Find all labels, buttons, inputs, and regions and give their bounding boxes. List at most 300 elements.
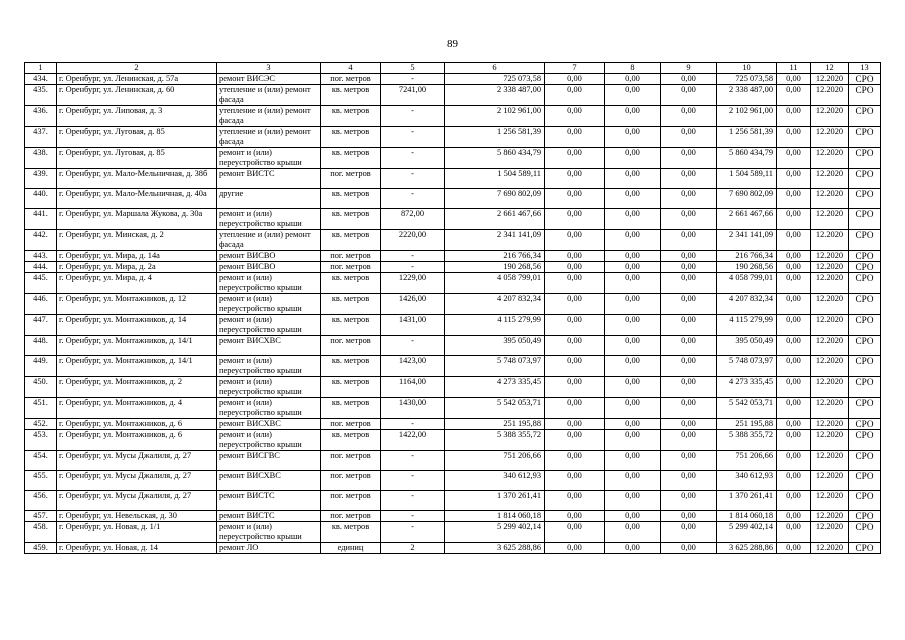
cell-row-number: 455. [25,471,57,491]
cell-regional-budget: 0,00 [605,522,661,543]
cell-fund-method: СРО [849,189,881,209]
cell-volume: 2220,00 [381,230,445,251]
cell-unit: пог. метров [321,251,381,262]
cell-completion-date: 12.2020 [811,85,849,106]
cell-completion-date: 12.2020 [811,356,849,377]
cell-owners-funds: 5 860 434,79 [717,148,777,169]
cell-fund-method: СРО [849,543,881,554]
cell-regional-budget: 0,00 [605,209,661,230]
cell-unit: кв. метров [321,377,381,398]
cell-local-budget: 0,00 [661,336,717,356]
cell-total-cost: 7 690 802,09 [445,189,545,209]
table-row [25,511,881,522]
cell-address: г. Оренбург, ул. Маршала Жукова, д. 30а [57,209,217,230]
cell-local-budget: 0,00 [661,377,717,398]
cell-row-number: 436. [25,106,57,127]
cell-unit: кв. метров [321,106,381,127]
cell-local-budget: 0,00 [661,273,717,294]
column-header: 3 [217,63,321,74]
cell-local-budget: 0,00 [661,251,717,262]
cell-address: г. Оренбург, ул. Минская, д. 2 [57,230,217,251]
cell-regional-budget: 0,00 [605,451,661,471]
cell-total-cost: 395 050,49 [445,336,545,356]
cell-fund-cost: 0,00 [545,189,605,209]
cell-completion-date: 12.2020 [811,336,849,356]
cell-address: г. Оренбург, ул. Мусы Джалиля, д. 27 [57,491,217,511]
cell-owners-funds: 2 102 961,00 [717,106,777,127]
cell-address: г. Оренбург, ул. Монтажников, д. 6 [57,430,217,451]
cell-local-budget: 0,00 [661,85,717,106]
cell-volume: - [381,262,445,273]
cell-work-type: ремонт и (или) переустройство крыши [217,522,321,543]
cell-fund-cost: 0,00 [545,315,605,336]
cell-regional-budget: 0,00 [605,471,661,491]
table-header-row [25,63,881,74]
cell-owners-funds: 190 268,56 [717,262,777,273]
cell-unit: единиц [321,543,381,554]
cell-total-cost: 2 661 467,66 [445,209,545,230]
cell-unit: кв. метров [321,315,381,336]
cell-fund-method: СРО [849,491,881,511]
cell-fund-cost: 0,00 [545,74,605,85]
cell-completion-date: 12.2020 [811,230,849,251]
cell-completion-date: 12.2020 [811,471,849,491]
cell-fund-cost: 0,00 [545,127,605,148]
column-header: 11 [777,63,811,74]
cell-row-number: 437. [25,127,57,148]
cell-work-type: ремонт ВИСХВС [217,419,321,430]
cell-completion-date: 12.2020 [811,189,849,209]
cell-local-budget: 0,00 [661,148,717,169]
cell-row-number: 435. [25,85,57,106]
cell-row-number: 441. [25,209,57,230]
cell-fund-method: СРО [849,430,881,451]
cell-work-type: утепление и (или) ремонт фасада [217,127,321,148]
cell-owners-funds: 5 299 402,14 [717,522,777,543]
cell-row-number: 456. [25,491,57,511]
cell-regional-budget: 0,00 [605,294,661,315]
cell-address: г. Оренбург, ул. Луговая, д. 85 [57,148,217,169]
column-header: 9 [661,63,717,74]
cell-regional-budget: 0,00 [605,273,661,294]
cell-owners-funds: 5 388 355,72 [717,430,777,451]
cell-fund-method: СРО [849,398,881,419]
cell-fund-cost: 0,00 [545,251,605,262]
cell-total-cost: 2 102 961,00 [445,106,545,127]
cell-fund-cost: 0,00 [545,336,605,356]
cell-regional-budget: 0,00 [605,315,661,336]
cell-regional-budget: 0,00 [605,85,661,106]
cell-unit: пог. метров [321,451,381,471]
cell-other-funds: 0,00 [777,491,811,511]
cell-other-funds: 0,00 [777,209,811,230]
cell-other-funds: 0,00 [777,230,811,251]
cell-total-cost: 2 338 487,00 [445,85,545,106]
cell-other-funds: 0,00 [777,74,811,85]
cell-regional-budget: 0,00 [605,336,661,356]
cell-volume: 1423,00 [381,356,445,377]
cell-completion-date: 12.2020 [811,419,849,430]
cell-total-cost: 1 814 060,18 [445,511,545,522]
table-row [25,430,881,451]
table-row [25,471,881,491]
table-row [25,251,881,262]
cell-total-cost: 4 115 279,99 [445,315,545,336]
cell-fund-method: СРО [849,262,881,273]
cell-other-funds: 0,00 [777,451,811,471]
cell-other-funds: 0,00 [777,85,811,106]
cell-other-funds: 0,00 [777,543,811,554]
cell-unit: кв. метров [321,522,381,543]
column-header: 8 [605,63,661,74]
cell-local-budget: 0,00 [661,356,717,377]
cell-other-funds: 0,00 [777,471,811,491]
cell-volume: 2 [381,543,445,554]
cell-other-funds: 0,00 [777,189,811,209]
cell-owners-funds: 1 256 581,39 [717,127,777,148]
cell-fund-method: СРО [849,106,881,127]
cell-other-funds: 0,00 [777,398,811,419]
cell-other-funds: 0,00 [777,273,811,294]
cell-address: г. Оренбург, ул. Мира, д. 2а [57,262,217,273]
cell-local-budget: 0,00 [661,74,717,85]
cell-work-type: ремонт и (или) переустройство крыши [217,294,321,315]
column-header: 1 [25,63,57,74]
table-row [25,491,881,511]
column-header: 5 [381,63,445,74]
cell-total-cost: 4 273 335,45 [445,377,545,398]
cell-owners-funds: 395 050,49 [717,336,777,356]
column-header: 12 [811,63,849,74]
cell-fund-cost: 0,00 [545,543,605,554]
cell-address: г. Оренбург, ул. Липовая, д. 3 [57,106,217,127]
cell-address: г. Оренбург, ул. Монтажников, д. 12 [57,294,217,315]
cell-completion-date: 12.2020 [811,315,849,336]
cell-address: г. Оренбург, ул. Монтажников, д. 14 [57,315,217,336]
cell-fund-method: СРО [849,294,881,315]
cell-row-number: 452. [25,419,57,430]
cell-address: г. Оренбург, ул. Ленинская, д. 60 [57,85,217,106]
cell-work-type: утепление и (или) ремонт фасада [217,230,321,251]
page-number: 89 [447,38,458,50]
table-row [25,294,881,315]
cell-volume: - [381,336,445,356]
table-row [25,127,881,148]
table-row [25,262,881,273]
cell-fund-cost: 0,00 [545,491,605,511]
cell-fund-cost: 0,00 [545,451,605,471]
cell-volume: - [381,451,445,471]
cell-row-number: 443. [25,251,57,262]
cell-row-number: 448. [25,336,57,356]
cell-volume: 1164,00 [381,377,445,398]
cell-local-budget: 0,00 [661,491,717,511]
cell-total-cost: 4 058 799,01 [445,273,545,294]
cell-fund-cost: 0,00 [545,356,605,377]
cell-completion-date: 12.2020 [811,294,849,315]
cell-local-budget: 0,00 [661,209,717,230]
cell-row-number: 440. [25,189,57,209]
cell-row-number: 450. [25,377,57,398]
cell-row-number: 457. [25,511,57,522]
cell-local-budget: 0,00 [661,430,717,451]
cell-other-funds: 0,00 [777,315,811,336]
cell-unit: кв. метров [321,127,381,148]
cell-other-funds: 0,00 [777,294,811,315]
cell-unit: пог. метров [321,511,381,522]
cell-other-funds: 0,00 [777,430,811,451]
cell-row-number: 439. [25,169,57,189]
cell-unit: кв. метров [321,294,381,315]
cell-completion-date: 12.2020 [811,511,849,522]
cell-regional-budget: 0,00 [605,127,661,148]
cell-regional-budget: 0,00 [605,230,661,251]
cell-fund-cost: 0,00 [545,106,605,127]
column-header: 10 [717,63,777,74]
cell-row-number: 458. [25,522,57,543]
cell-local-budget: 0,00 [661,522,717,543]
cell-total-cost: 1 370 261,41 [445,491,545,511]
cell-address: г. Оренбург, ул. Монтажников, д. 2 [57,377,217,398]
column-header: 4 [321,63,381,74]
cell-fund-method: СРО [849,85,881,106]
cell-address: г. Оренбург, ул. Монтажников, д. 4 [57,398,217,419]
cell-owners-funds: 2 661 467,66 [717,209,777,230]
cell-completion-date: 12.2020 [811,251,849,262]
cell-volume: - [381,148,445,169]
cell-total-cost: 2 341 141,09 [445,230,545,251]
cell-total-cost: 751 206,66 [445,451,545,471]
cell-address: г. Оренбург, ул. Мусы Джалиля, д. 27 [57,451,217,471]
cell-unit: кв. метров [321,356,381,377]
cell-local-budget: 0,00 [661,543,717,554]
table-row [25,336,881,356]
cell-owners-funds: 216 766,34 [717,251,777,262]
cell-row-number: 446. [25,294,57,315]
cell-total-cost: 5 299 402,14 [445,522,545,543]
cell-fund-method: СРО [849,451,881,471]
cell-regional-budget: 0,00 [605,106,661,127]
cell-regional-budget: 0,00 [605,377,661,398]
cell-work-type: ремонт ВИСХВС [217,336,321,356]
cell-owners-funds: 4 207 832,34 [717,294,777,315]
cell-row-number: 447. [25,315,57,336]
cell-address: г. Оренбург, ул. Новая, д. 14 [57,543,217,554]
cell-work-type: ремонт и (или) переустройство крыши [217,430,321,451]
table-row [25,356,881,377]
cell-regional-budget: 0,00 [605,169,661,189]
cell-volume: - [381,189,445,209]
cell-row-number: 449. [25,356,57,377]
cell-completion-date: 12.2020 [811,127,849,148]
cell-completion-date: 12.2020 [811,209,849,230]
table-row [25,230,881,251]
cell-total-cost: 1 256 581,39 [445,127,545,148]
cell-total-cost: 5 748 073,97 [445,356,545,377]
cell-other-funds: 0,00 [777,336,811,356]
cell-address: г. Оренбург, ул. Монтажников, д. 6 [57,419,217,430]
cell-row-number: 459. [25,543,57,554]
cell-work-type: ремонт ВИСВО [217,262,321,273]
column-header: 2 [57,63,217,74]
cell-owners-funds: 4 115 279,99 [717,315,777,336]
cell-unit: пог. метров [321,169,381,189]
cell-completion-date: 12.2020 [811,451,849,471]
cell-regional-budget: 0,00 [605,148,661,169]
cell-owners-funds: 5 542 053,71 [717,398,777,419]
cell-address: г. Оренбург, ул. Невельская, д. 30 [57,511,217,522]
table-row [25,377,881,398]
cell-volume: 1426,00 [381,294,445,315]
cell-owners-funds: 5 748 073,97 [717,356,777,377]
cell-total-cost: 5 860 434,79 [445,148,545,169]
cell-regional-budget: 0,00 [605,262,661,273]
cell-volume: - [381,106,445,127]
cell-other-funds: 0,00 [777,148,811,169]
cell-fund-method: СРО [849,74,881,85]
cell-completion-date: 12.2020 [811,491,849,511]
cell-address: г. Оренбург, ул. Мало-Мельничная, д. 38б [57,169,217,189]
cell-unit: кв. метров [321,273,381,294]
cell-unit: пог. метров [321,336,381,356]
cell-fund-method: СРО [849,356,881,377]
cell-work-type: утепление и (или) ремонт фасада [217,85,321,106]
cell-regional-budget: 0,00 [605,74,661,85]
cell-fund-method: СРО [849,377,881,398]
cell-fund-method: СРО [849,148,881,169]
cell-work-type: ремонт ВИСТС [217,491,321,511]
cell-completion-date: 12.2020 [811,262,849,273]
cell-other-funds: 0,00 [777,377,811,398]
cell-address: г. Оренбург, ул. Новая, д. 1/1 [57,522,217,543]
cell-other-funds: 0,00 [777,522,811,543]
cell-other-funds: 0,00 [777,511,811,522]
table-row [25,451,881,471]
cell-volume: 1422,00 [381,430,445,451]
cell-total-cost: 340 612,93 [445,471,545,491]
cell-owners-funds: 1 814 060,18 [717,511,777,522]
cell-completion-date: 12.2020 [811,169,849,189]
table-row [25,209,881,230]
cell-volume: - [381,169,445,189]
cell-work-type: ремонт ВИСГВС [217,451,321,471]
cell-work-type: ремонт ВИСХВС [217,471,321,491]
table-row [25,74,881,85]
table-row [25,148,881,169]
cell-regional-budget: 0,00 [605,356,661,377]
table-row [25,543,881,554]
table-row [25,522,881,543]
cell-regional-budget: 0,00 [605,511,661,522]
cell-work-type: другие [217,189,321,209]
cell-volume: - [381,74,445,85]
table-row [25,419,881,430]
cell-fund-cost: 0,00 [545,511,605,522]
cell-work-type: ремонт и (или) переустройство крыши [217,377,321,398]
cell-total-cost: 216 766,34 [445,251,545,262]
cell-local-budget: 0,00 [661,262,717,273]
cell-address: г. Оренбург, ул. Мира, д. 14а [57,251,217,262]
cell-volume: - [381,127,445,148]
cell-local-budget: 0,00 [661,511,717,522]
cell-fund-method: СРО [849,209,881,230]
cell-fund-method: СРО [849,511,881,522]
cell-fund-method: СРО [849,273,881,294]
cell-row-number: 454. [25,451,57,471]
cell-owners-funds: 340 612,93 [717,471,777,491]
cell-address: г. Оренбург, ул. Монтажников, д. 14/1 [57,356,217,377]
cell-completion-date: 12.2020 [811,74,849,85]
cell-fund-cost: 0,00 [545,294,605,315]
cell-volume: - [381,471,445,491]
cell-owners-funds: 751 206,66 [717,451,777,471]
cell-local-budget: 0,00 [661,294,717,315]
column-header: 13 [849,63,881,74]
cell-completion-date: 12.2020 [811,430,849,451]
cell-fund-cost: 0,00 [545,85,605,106]
cell-completion-date: 12.2020 [811,522,849,543]
cell-fund-cost: 0,00 [545,377,605,398]
cell-completion-date: 12.2020 [811,148,849,169]
table-row [25,315,881,336]
table-row [25,273,881,294]
capital-repair-table [24,62,881,554]
cell-work-type: ремонт и (или) переустройство крыши [217,148,321,169]
table-row [25,85,881,106]
cell-unit: кв. метров [321,209,381,230]
cell-regional-budget: 0,00 [605,491,661,511]
cell-total-cost: 5 388 355,72 [445,430,545,451]
cell-local-budget: 0,00 [661,451,717,471]
cell-work-type: ремонт и (или) переустройство крыши [217,209,321,230]
cell-row-number: 442. [25,230,57,251]
table-row [25,106,881,127]
table-row [25,169,881,189]
cell-completion-date: 12.2020 [811,273,849,294]
table-body [25,74,881,554]
cell-volume: 1229,00 [381,273,445,294]
cell-volume: - [381,419,445,430]
cell-total-cost: 5 542 053,71 [445,398,545,419]
cell-completion-date: 12.2020 [811,398,849,419]
cell-owners-funds: 1 370 261,41 [717,491,777,511]
cell-total-cost: 3 625 288,86 [445,543,545,554]
cell-volume: - [381,522,445,543]
cell-work-type: ремонт ВИСЭС [217,74,321,85]
cell-unit: пог. метров [321,471,381,491]
cell-fund-cost: 0,00 [545,398,605,419]
cell-work-type: ремонт ВИСТС [217,169,321,189]
cell-address: г. Оренбург, ул. Мусы Джалиля, д. 27 [57,471,217,491]
cell-local-budget: 0,00 [661,169,717,189]
cell-owners-funds: 4 058 799,01 [717,273,777,294]
cell-fund-cost: 0,00 [545,471,605,491]
cell-row-number: 445. [25,273,57,294]
cell-volume: 1430,00 [381,398,445,419]
cell-fund-method: СРО [849,522,881,543]
cell-volume: - [381,251,445,262]
cell-work-type: ремонт и (или) переустройство крыши [217,398,321,419]
cell-fund-cost: 0,00 [545,419,605,430]
cell-local-budget: 0,00 [661,471,717,491]
cell-owners-funds: 1 504 589,11 [717,169,777,189]
cell-unit: пог. метров [321,419,381,430]
cell-regional-budget: 0,00 [605,251,661,262]
cell-total-cost: 725 073,58 [445,74,545,85]
cell-fund-cost: 0,00 [545,230,605,251]
cell-regional-budget: 0,00 [605,398,661,419]
cell-owners-funds: 2 338 487,00 [717,85,777,106]
